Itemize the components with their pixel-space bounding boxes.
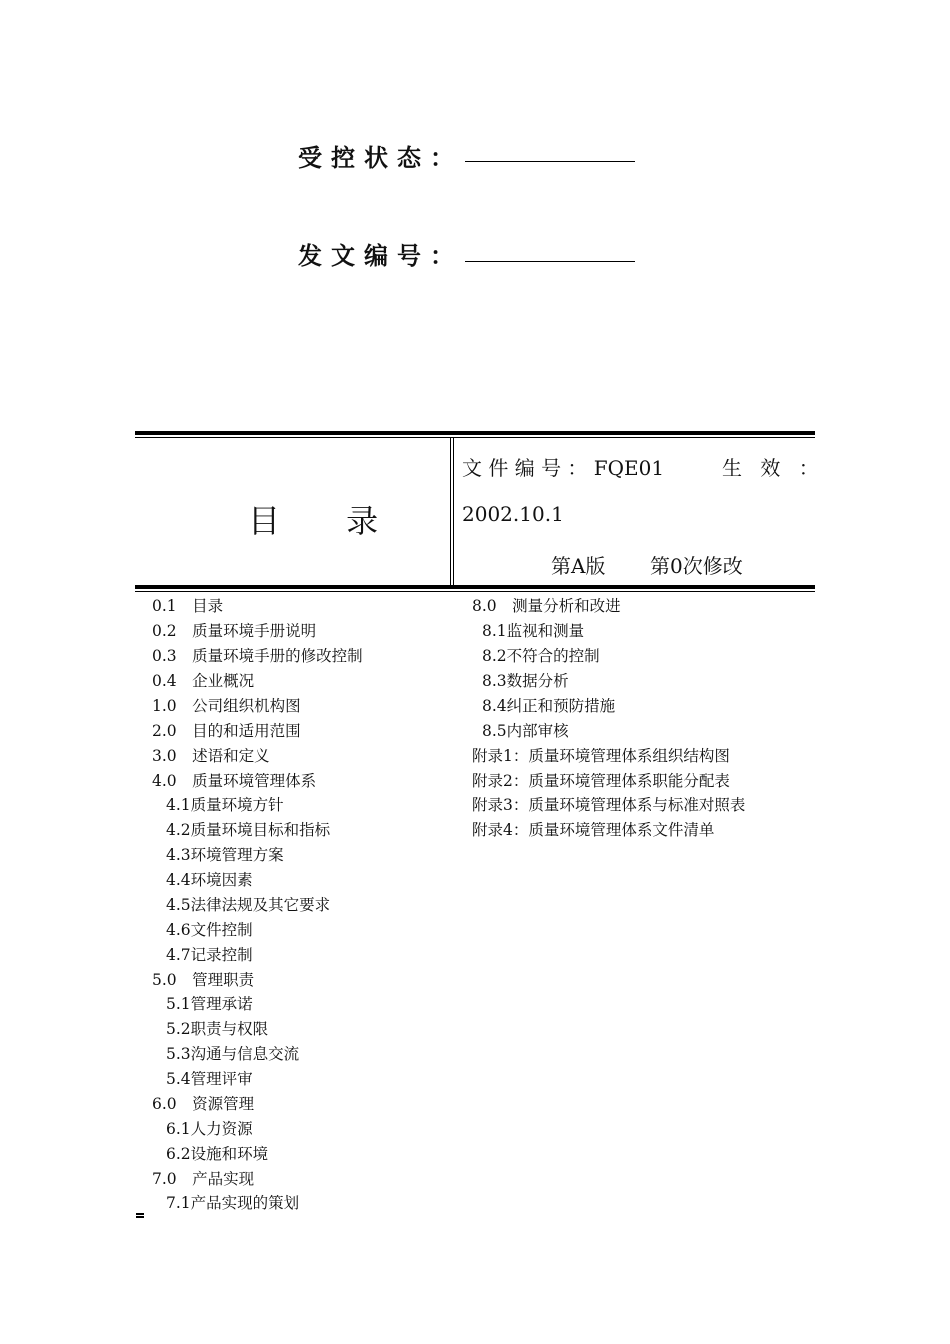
toc-subitem[interactable]: 4.3环境管理方案 [166,846,284,864]
toc-subitem[interactable]: 4.1质量环境方针 [166,796,284,814]
toc-subitem[interactable]: 5.3沟通与信息交流 [166,1045,300,1063]
page-mark [136,1213,144,1215]
toc-subitem[interactable]: 8.2不符合的控制 [482,647,600,665]
toc-appendix[interactable]: 附录4：质量环境管理体系文件清单 [472,821,715,839]
toc-subitem[interactable]: 6.1人力资源 [166,1120,253,1138]
toc-subitem[interactable]: 8.3数据分析 [482,672,569,690]
toc-appendix[interactable]: 附录1：质量环境管理体系组织结构图 [472,747,730,765]
toc-item[interactable]: 1.0 公司组织机构图 [152,697,301,715]
toc-item[interactable]: 5.0 管理职责 [152,971,255,989]
toc-subitem[interactable]: 8.4纠正和预防措施 [482,697,616,715]
effective-date: 2002.10.1 [462,502,564,526]
toc-subitem[interactable]: 5.1管理承诺 [166,995,253,1013]
toc-subitem[interactable]: 4.7记录控制 [166,946,253,964]
header-top-rule [135,431,815,435]
toc-item[interactable]: 8.0 测量分析和改进 [472,597,621,615]
toc-subitem[interactable]: 4.6文件控制 [166,921,253,939]
page-mark [136,1216,144,1218]
header-divider [450,438,451,586]
toc-subitem[interactable]: 5.4管理评审 [166,1070,253,1088]
edition: 第A版 [551,554,606,578]
file-number: 文 件 编 号 ： FQE01 [462,456,665,480]
toc-subitem[interactable]: 4.2质量环境目标和指标 [166,821,331,839]
document-number-label: 发文编号： [298,242,463,270]
header-bottom-rule-thin [135,591,815,592]
toc-item[interactable]: 3.0 述语和定义 [152,747,270,765]
control-status-blank [465,161,635,162]
toc-item[interactable]: 0.1 目录 [152,597,224,615]
toc-item[interactable]: 6.0 资源管理 [152,1095,255,1113]
toc-item[interactable]: 0.4 企业概况 [152,672,255,690]
control-status-label: 受控状态： [298,144,463,172]
page-title: 目 录 [248,502,407,540]
toc-subitem[interactable]: 4.5法律法规及其它要求 [166,896,331,914]
toc-item[interactable]: 7.0 产品实现 [152,1170,255,1188]
effective-label: 生 效 ： [722,456,825,480]
toc-item[interactable]: 2.0 目的和适用范围 [152,722,301,740]
toc-subitem[interactable]: 8.1监视和测量 [482,622,585,640]
toc-appendix[interactable]: 附录3：质量环境管理体系与标准对照表 [472,796,746,814]
header-divider-inner [453,438,454,586]
toc-item[interactable]: 0.2 质量环境手册说明 [152,622,317,640]
toc-item[interactable]: 4.0 质量环境管理体系 [152,772,317,790]
toc-item[interactable]: 0.3 质量环境手册的修改控制 [152,647,363,665]
document-number-blank [465,261,635,262]
revision: 第0次修改 [650,554,743,578]
toc-subitem[interactable]: 4.4环境因素 [166,871,253,889]
toc-subitem[interactable]: 5.2职责与权限 [166,1020,269,1038]
toc-subitem[interactable]: 6.2设施和环境 [166,1145,269,1163]
header-bottom-rule [135,585,815,589]
toc-subitem[interactable]: 7.1产品实现的策划 [166,1194,300,1212]
toc-appendix[interactable]: 附录2：质量环境管理体系职能分配表 [472,772,730,790]
header-top-rule-thin [135,437,815,438]
toc-subitem[interactable]: 8.5内部审核 [482,722,569,740]
